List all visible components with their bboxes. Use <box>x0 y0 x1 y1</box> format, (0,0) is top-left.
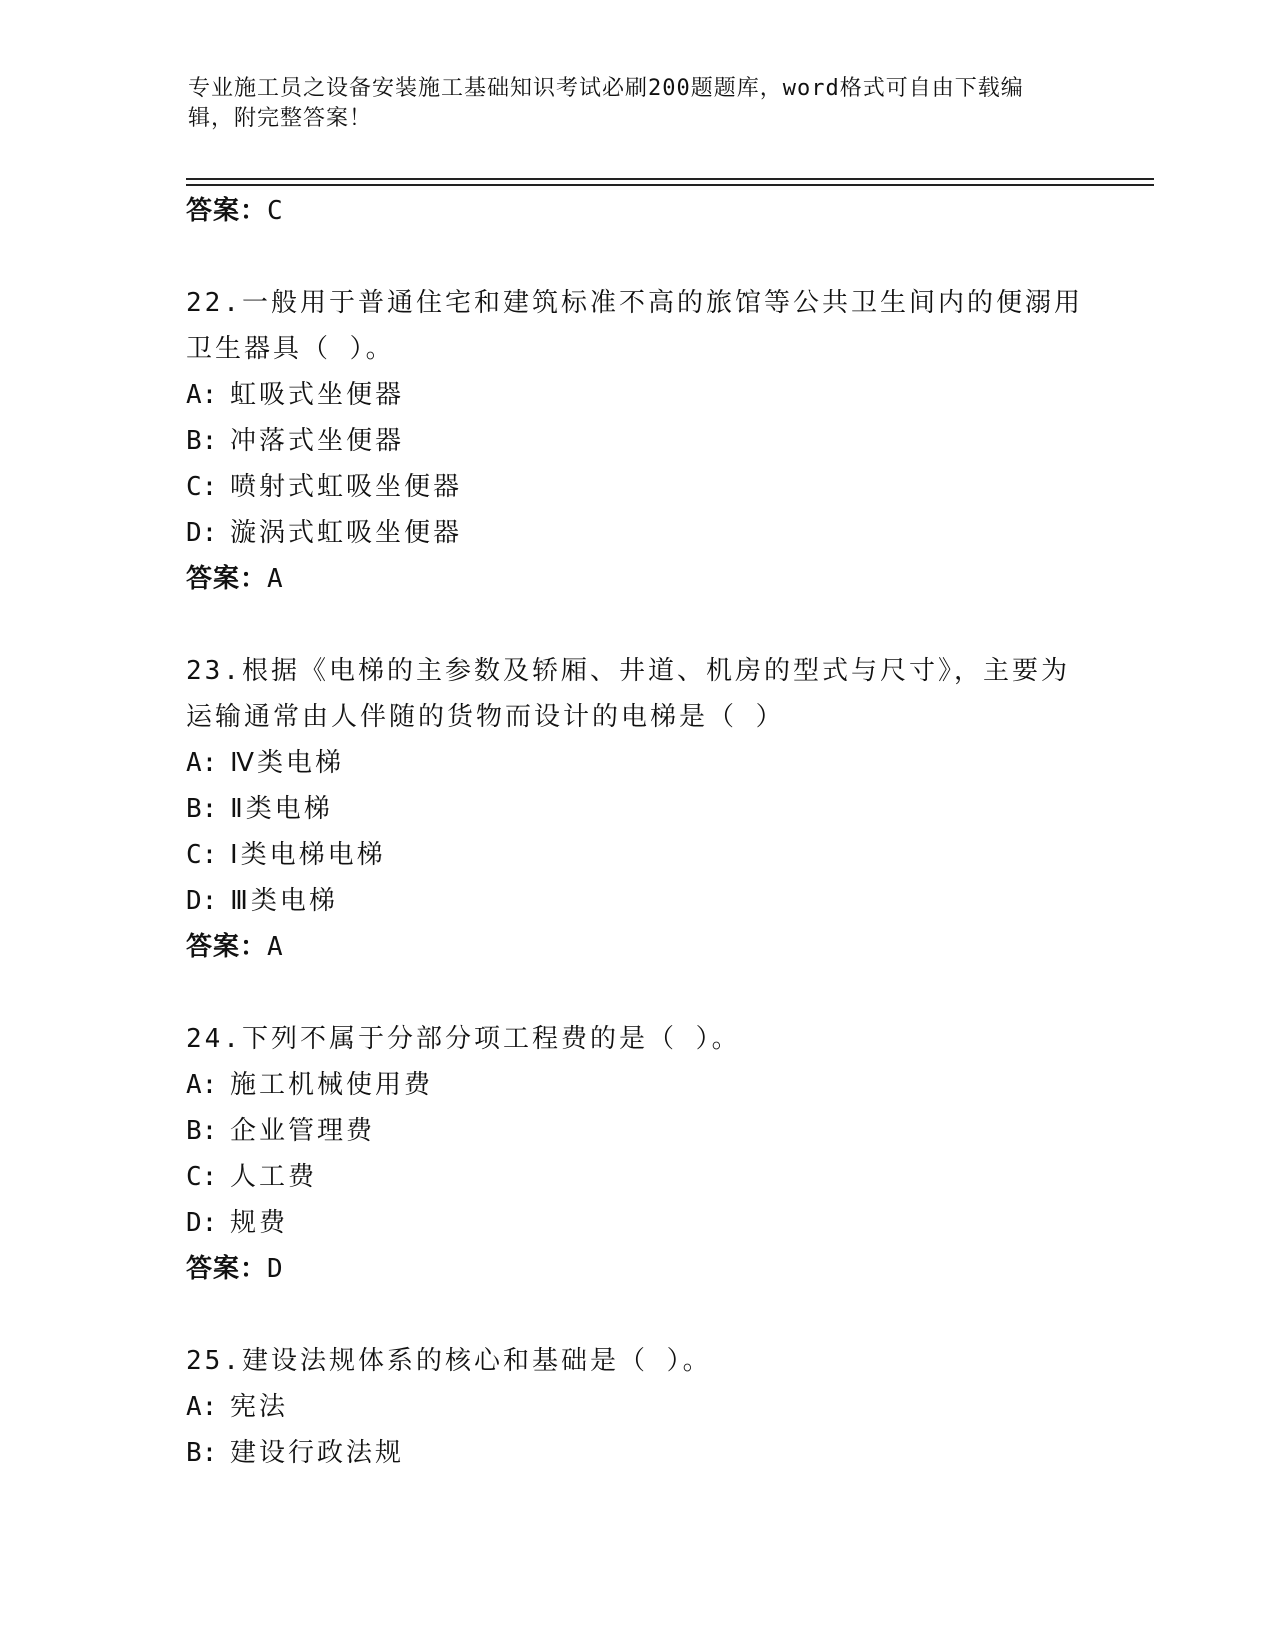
option-text: 企业管理费 <box>230 1116 376 1146</box>
option-a <box>186 1062 1086 1108</box>
option-d <box>186 878 1086 924</box>
option-text: 人工费 <box>230 1162 318 1192</box>
question-stem: 23.根据《电梯的主参数及轿厢、井道、机房的型式与尺寸》，主要为运输通常由人伴随的货物而设计的电梯是（ ） <box>186 656 1070 732</box>
answer-value: C <box>267 196 284 226</box>
question-25 <box>186 1338 1086 1476</box>
option-text: 虹吸式坐便器 <box>230 380 405 410</box>
option-a <box>186 1384 1086 1430</box>
question-list <box>186 188 1086 1476</box>
option-key: D: <box>186 518 218 548</box>
question-23 <box>186 648 1086 970</box>
option-text: Ⅰ类电梯电梯 <box>230 840 386 870</box>
option-b <box>186 1430 1086 1476</box>
answer-line <box>186 924 1086 970</box>
answer-value: D <box>267 1254 284 1284</box>
question-stem: 24.下列不属于分部分项工程费的是（ ）。 <box>186 1024 741 1054</box>
option-text: 施工机械使用费 <box>230 1070 434 1100</box>
option-b <box>186 418 1086 464</box>
option-text: Ⅲ类电梯 <box>230 886 338 916</box>
option-key: B: <box>186 794 218 824</box>
option-key: A: <box>186 380 218 410</box>
answer-value: A <box>267 564 284 594</box>
option-c <box>186 1154 1086 1200</box>
answer-line <box>186 556 1086 602</box>
answer-label: 答案： <box>186 932 268 962</box>
option-text: 漩涡式虹吸坐便器 <box>230 518 463 548</box>
answer-label: 答案： <box>186 564 268 594</box>
option-key: B: <box>186 1116 218 1146</box>
option-b <box>186 1108 1086 1154</box>
option-c <box>186 832 1086 878</box>
option-key: A: <box>186 1392 218 1422</box>
header-divider-bottom <box>186 184 1154 186</box>
option-text: Ⅱ类电梯 <box>230 794 333 824</box>
answer-value: A <box>267 932 284 962</box>
option-c <box>186 464 1086 510</box>
option-key: D: <box>186 1208 218 1238</box>
option-key: A: <box>186 748 218 778</box>
option-key: C: <box>186 840 218 870</box>
option-text: 喷射式虹吸坐便器 <box>230 472 463 502</box>
option-text: 建设行政法规 <box>230 1438 405 1468</box>
option-key: D: <box>186 886 218 916</box>
option-key: B: <box>186 426 218 456</box>
option-text: 冲落式坐便器 <box>230 426 405 456</box>
option-key: B: <box>186 1438 218 1468</box>
option-key: C: <box>186 472 218 502</box>
option-text: 规费 <box>230 1208 289 1238</box>
option-a <box>186 372 1086 418</box>
option-a <box>186 740 1086 786</box>
header-divider-top <box>186 178 1154 180</box>
answer-line <box>186 1246 1086 1292</box>
question-24 <box>186 1016 1086 1292</box>
question-stem: 22.一般用于普通住宅和建筑标准不高的旅馆等公共卫生间内的便溺用卫生器具（ ）。 <box>186 288 1083 364</box>
option-d <box>186 1200 1086 1246</box>
option-d <box>186 510 1086 556</box>
document-header-title: 专业施工员之设备安装施工基础知识考试必刷200题题库，word格式可自由下载编辑，附完整答案！ <box>188 76 1024 131</box>
question-stem: 25.建设法规体系的核心和基础是（ ）。 <box>186 1346 712 1376</box>
option-text: 宪法 <box>230 1392 289 1422</box>
answer-label: 答案： <box>186 196 268 226</box>
question-22 <box>186 280 1086 602</box>
answer-label: 答案： <box>186 1254 268 1284</box>
option-b <box>186 786 1086 832</box>
option-key: C: <box>186 1162 218 1192</box>
answer-line <box>186 188 1086 234</box>
option-key: A: <box>186 1070 218 1100</box>
option-text: Ⅳ类电梯 <box>230 748 344 778</box>
